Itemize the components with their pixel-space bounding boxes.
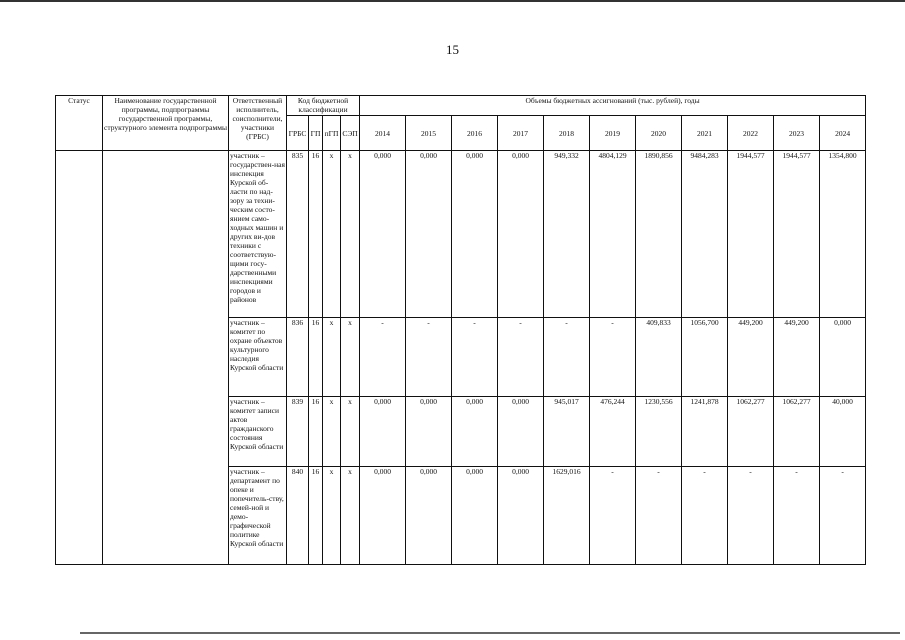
- header-executor: Ответственный исполнитель, соисполнители, участники (ГРБС): [229, 96, 287, 151]
- value-cell: 1629,016: [544, 467, 590, 565]
- value-cell: -: [774, 467, 820, 565]
- code-cell: 839: [287, 397, 309, 467]
- code-cell: 16: [309, 397, 323, 467]
- value-cell: 1056,700: [682, 318, 728, 397]
- program-name-cell: [103, 151, 229, 565]
- value-cell: 0,000: [360, 151, 406, 318]
- value-cell: 1890,856: [636, 151, 682, 318]
- value-cell: 1241,878: [682, 397, 728, 467]
- value-cell: 0,000: [498, 151, 544, 318]
- code-cell: 16: [309, 151, 323, 318]
- value-cell: 1062,277: [728, 397, 774, 467]
- value-cell: 949,332: [544, 151, 590, 318]
- executor-cell: участник – государствен-ная инспекция Курской об-ласти по над-зору за техни-ческим состо-янием само-ходных машин и других ви-дов техники с соответствую-щими госу-дарственными инспекциями городов и районов: [229, 151, 287, 318]
- header-year: 2022: [728, 116, 774, 151]
- value-cell: -: [820, 467, 866, 565]
- value-cell: -: [590, 467, 636, 565]
- value-cell: 0,000: [452, 397, 498, 467]
- value-cell: 0,000: [452, 467, 498, 565]
- code-cell: 835: [287, 151, 309, 318]
- value-cell: 1230,556: [636, 397, 682, 467]
- header-year: 2021: [682, 116, 728, 151]
- code-cell: 16: [309, 467, 323, 565]
- page-number: 15: [446, 42, 459, 57]
- value-cell: 4804,129: [590, 151, 636, 318]
- value-cell: 0,000: [360, 467, 406, 565]
- header-year: 2019: [590, 116, 636, 151]
- header-year: 2017: [498, 116, 544, 151]
- value-cell: 1944,577: [774, 151, 820, 318]
- value-cell: -: [498, 318, 544, 397]
- header-year: 2016: [452, 116, 498, 151]
- value-cell: 0,000: [498, 467, 544, 565]
- code-cell: 840: [287, 467, 309, 565]
- code-cell: 836: [287, 318, 309, 397]
- table-row: [56, 151, 866, 318]
- value-cell: 0,000: [406, 151, 452, 318]
- value-cell: 0,000: [820, 318, 866, 397]
- value-cell: -: [682, 467, 728, 565]
- value-cell: 945,017: [544, 397, 590, 467]
- code-cell: x: [341, 318, 360, 397]
- value-cell: -: [452, 318, 498, 397]
- value-cell: 0,000: [406, 397, 452, 467]
- value-cell: 449,200: [774, 318, 820, 397]
- value-cell: -: [590, 318, 636, 397]
- value-cell: 9484,283: [682, 151, 728, 318]
- code-cell: 16: [309, 318, 323, 397]
- header-code-grbs: ГРБС: [287, 116, 309, 151]
- header-volumes: Объемы бюджетных ассигнований (тыс. рублей), годы: [360, 96, 866, 116]
- code-cell: x: [323, 151, 341, 318]
- header-year: 2018: [544, 116, 590, 151]
- header-status: Статус: [56, 96, 103, 151]
- value-cell: 409,833: [636, 318, 682, 397]
- value-cell: 0,000: [452, 151, 498, 318]
- code-cell: x: [323, 467, 341, 565]
- value-cell: 0,000: [406, 467, 452, 565]
- budget-table: [55, 95, 866, 565]
- header-program-name: Наименование государственной программы, подпрограммы государственной программы, структурного элемента подпрограммы: [103, 96, 229, 151]
- executor-cell: участник – департамент по опеке и попечитель-ству, семей-ной и демо-графической политике Курской области: [229, 467, 287, 565]
- value-cell: 449,200: [728, 318, 774, 397]
- code-cell: x: [341, 467, 360, 565]
- header-code-pgp: пГП: [323, 116, 341, 151]
- value-cell: -: [636, 467, 682, 565]
- code-cell: x: [323, 318, 341, 397]
- header-code-sep: СЭП: [341, 116, 360, 151]
- value-cell: 40,000: [820, 397, 866, 467]
- header-code-group: Код бюджетной классификации: [287, 96, 360, 116]
- value-cell: -: [406, 318, 452, 397]
- header-year: 2023: [774, 116, 820, 151]
- header-code-gp: ГП: [309, 116, 323, 151]
- value-cell: 1354,800: [820, 151, 866, 318]
- value-cell: 1062,277: [774, 397, 820, 467]
- value-cell: 1944,577: [728, 151, 774, 318]
- status-cell: [56, 151, 103, 565]
- value-cell: 476,244: [590, 397, 636, 467]
- header-year: 2024: [820, 116, 866, 151]
- executor-cell: участник – комитет по охране объектов культурного наследия Курской области: [229, 318, 287, 397]
- value-cell: 0,000: [360, 397, 406, 467]
- value-cell: -: [544, 318, 590, 397]
- code-cell: x: [341, 397, 360, 467]
- header-year: 2015: [406, 116, 452, 151]
- executor-cell: участник – комитет записи актов гражданского состояния Курской области: [229, 397, 287, 467]
- bottom-border-line: [80, 632, 900, 634]
- value-cell: -: [728, 467, 774, 565]
- header-year: 2014: [360, 116, 406, 151]
- value-cell: -: [360, 318, 406, 397]
- top-border-line: [0, 0, 905, 2]
- code-cell: x: [323, 397, 341, 467]
- header-year: 2020: [636, 116, 682, 151]
- code-cell: x: [341, 151, 360, 318]
- value-cell: 0,000: [498, 397, 544, 467]
